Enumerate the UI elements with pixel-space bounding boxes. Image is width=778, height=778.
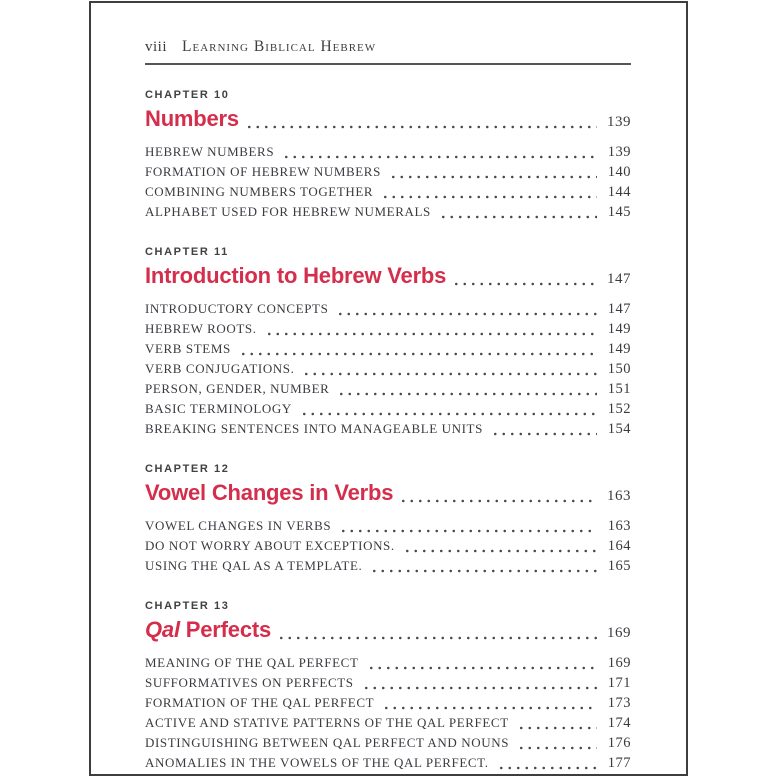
book-page xyxy=(89,1,688,776)
toc-entry-title: ANOMALIES IN THE VOWELS OF THE QAL PERFECT. xyxy=(145,755,489,770)
toc-entry-page: 171 xyxy=(607,675,631,691)
toc-entry xyxy=(145,653,631,673)
chapter-title-row xyxy=(145,480,631,509)
toc-entry-title: FORMATION OF THE QAL PERFECT xyxy=(145,695,375,710)
dot-leader xyxy=(277,617,597,646)
toc-entry-page: 150 xyxy=(607,361,631,377)
toc-entry-title: ALPHABET USED FOR HEBREW NUMERALS xyxy=(145,204,431,219)
dot-leader xyxy=(517,713,597,733)
toc-entry-page: 169 xyxy=(607,655,631,671)
toc-entry xyxy=(145,162,631,182)
toc-entry-page: 149 xyxy=(607,341,631,357)
dot-leader xyxy=(403,536,597,556)
toc-entry-page: 176 xyxy=(607,735,631,751)
dot-leader xyxy=(497,753,597,773)
toc-entry xyxy=(145,379,631,399)
dot-leader xyxy=(491,419,597,439)
dot-leader xyxy=(382,693,597,713)
chapter-page-number: 169 xyxy=(607,625,631,641)
dot-leader xyxy=(389,162,597,182)
toc-entry-page: 165 xyxy=(607,558,631,574)
dot-leader xyxy=(245,106,597,135)
chapter-title xyxy=(145,263,446,289)
toc-entry-page: 139 xyxy=(607,144,631,160)
toc-entry-page: 152 xyxy=(607,401,631,417)
toc-entry xyxy=(145,142,631,162)
dot-leader xyxy=(452,263,597,292)
toc-entry-title: BASIC TERMINOLOGY xyxy=(145,401,292,416)
dot-leader xyxy=(362,673,597,693)
toc-entry xyxy=(145,399,631,419)
dot-leader xyxy=(399,480,597,509)
running-header xyxy=(145,38,631,65)
toc-entry-page: 149 xyxy=(607,321,631,337)
toc-entry-title: VOWEL CHANGES IN VERBS xyxy=(145,518,332,533)
chapter-title xyxy=(145,617,271,643)
toc-entry-title: ACTIVE AND STATIVE PATTERNS OF THE QAL PERFECT xyxy=(145,715,509,730)
chapter-label: CHAPTER 10 xyxy=(145,89,230,101)
dot-leader xyxy=(439,202,597,222)
chapter-title-italic: Qal xyxy=(145,617,186,642)
dot-leader xyxy=(381,182,597,202)
dot-leader xyxy=(367,653,598,673)
toc-entry xyxy=(145,419,631,439)
toc-entry-title: BREAKING SENTENCES INTO MANAGEABLE UNITS xyxy=(145,421,483,436)
toc-entry-page: 140 xyxy=(607,164,631,180)
dot-leader xyxy=(239,339,597,359)
toc-entry-page: 151 xyxy=(607,381,631,397)
toc-entry-title: DO NOT WORRY ABOUT EXCEPTIONS. xyxy=(145,538,395,553)
chapter-entries xyxy=(145,653,631,773)
chapter-label: CHAPTER 11 xyxy=(145,246,229,258)
chapter-entries xyxy=(145,142,631,222)
dot-leader xyxy=(302,359,597,379)
toc-entry xyxy=(145,299,631,319)
chapter-title-row xyxy=(145,263,631,292)
toc-entry xyxy=(145,536,631,556)
chapter-label: CHAPTER 12 xyxy=(145,463,230,475)
toc-entry-title: COMBINING NUMBERS TOGETHER xyxy=(145,184,374,199)
dot-leader xyxy=(517,733,597,753)
chapter-label: CHAPTER 13 xyxy=(145,600,230,612)
toc-entry xyxy=(145,673,631,693)
page-folio: viii xyxy=(145,39,168,55)
chapter-section-11 xyxy=(145,246,631,439)
toc-entry xyxy=(145,556,631,576)
running-title: Learning Biblical Hebrew xyxy=(182,38,377,55)
chapter-section-10 xyxy=(145,89,631,222)
chapter-title xyxy=(145,480,393,506)
toc-entry-title: PERSON, GENDER, NUMBER xyxy=(145,381,330,396)
toc-entry xyxy=(145,182,631,202)
toc-entry-page: 145 xyxy=(607,204,631,220)
chapter-title-text: Perfects xyxy=(185,617,272,642)
chapter-title-text: Numbers xyxy=(145,106,239,131)
toc-entry-title: HEBREW NUMBERS xyxy=(145,144,275,159)
toc-entry xyxy=(145,516,631,536)
toc-entry-page: 163 xyxy=(607,518,631,534)
dot-leader xyxy=(370,556,597,576)
chapter-title xyxy=(145,106,239,132)
toc-entry-page: 147 xyxy=(607,301,631,317)
chapter-page-number: 139 xyxy=(607,114,631,130)
dot-leader xyxy=(265,319,597,339)
toc-entry xyxy=(145,202,631,222)
toc-entry xyxy=(145,339,631,359)
toc-entry-page: 144 xyxy=(607,184,631,200)
toc-entry-title: MEANING OF THE QAL PERFECT xyxy=(145,655,359,670)
toc-entry-title: VERB CONJUGATIONS. xyxy=(145,361,295,376)
chapter-page-number: 163 xyxy=(607,488,631,504)
toc-entry-title: SUFFORMATIVES ON PERFECTS xyxy=(145,675,354,690)
toc-entry-page: 154 xyxy=(607,421,631,437)
toc-entry xyxy=(145,733,631,753)
toc-entry-title: USING THE QAL AS A TEMPLATE. xyxy=(145,558,363,573)
chapter-page-number: 147 xyxy=(607,271,631,287)
toc-entry-title: FORMATION OF HEBREW NUMBERS xyxy=(145,164,381,179)
chapter-title-row xyxy=(145,106,631,135)
chapter-title-text: Vowel Changes in Verbs xyxy=(145,480,394,505)
toc-entry xyxy=(145,693,631,713)
dot-leader xyxy=(337,379,597,399)
toc-entry-title: HEBREW ROOTS. xyxy=(145,321,257,336)
toc-entry-page: 173 xyxy=(607,695,631,711)
toc-entry-page: 164 xyxy=(607,538,631,554)
dot-leader xyxy=(282,142,597,162)
chapter-title-text: Introduction to Hebrew Verbs xyxy=(145,263,447,288)
toc-entry xyxy=(145,319,631,339)
dot-leader xyxy=(339,516,597,536)
dot-leader xyxy=(300,399,597,419)
toc-entry xyxy=(145,753,631,773)
toc-entry-page: 177 xyxy=(607,755,631,771)
page-content xyxy=(91,3,686,773)
chapter-title-row xyxy=(145,617,631,646)
dot-leader xyxy=(336,299,597,319)
chapter-entries xyxy=(145,299,631,439)
chapter-entries xyxy=(145,516,631,576)
toc-entry xyxy=(145,713,631,733)
toc-entry-title: DISTINGUISHING BETWEEN QAL PERFECT AND NOUNS xyxy=(145,735,510,750)
toc-entry-title: VERB STEMS xyxy=(145,341,231,356)
toc-entry-page: 174 xyxy=(607,715,631,731)
toc-entry xyxy=(145,359,631,379)
toc-entry-title: INTRODUCTORY CONCEPTS xyxy=(145,301,329,316)
chapter-section-12 xyxy=(145,463,631,576)
chapter-section-13 xyxy=(145,600,631,773)
